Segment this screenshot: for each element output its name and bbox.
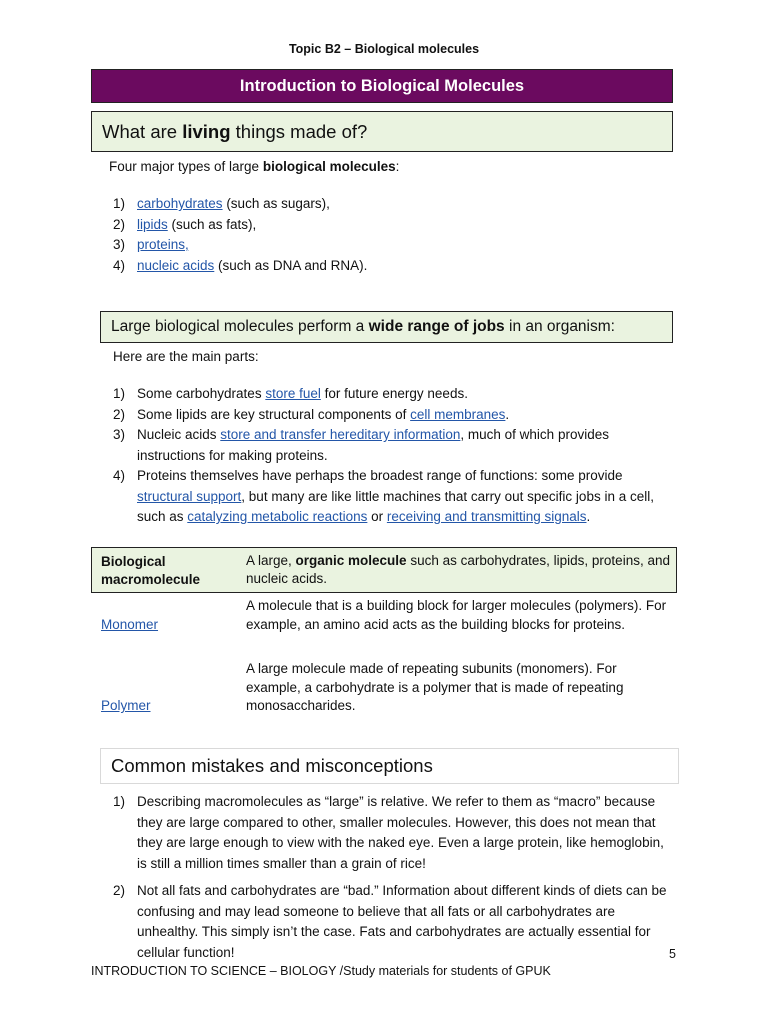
- definition-text: such as carbohydrates, lipids, proteins, and nucleic acids.: [246, 553, 670, 586]
- list-number: 1): [113, 794, 126, 809]
- page-number: 5: [669, 947, 676, 961]
- list-item: [113, 384, 673, 405]
- molecule-jobs-list: [113, 384, 673, 528]
- list-number: 2): [113, 406, 126, 422]
- cell-membranes-link[interactable]: cell membranes: [410, 406, 506, 422]
- list-item: [113, 194, 367, 215]
- mistakes-list: [113, 792, 675, 970]
- list-item: [113, 466, 673, 528]
- intro-text: Four major types of large: [109, 159, 263, 174]
- page-footer: INTRODUCTION TO SCIENCE – BIOLOGY /Study materials for students of GPUK: [91, 964, 551, 978]
- list-item: [113, 881, 675, 963]
- heading-text: things made of?: [230, 121, 368, 142]
- monomer-link[interactable]: Monomer: [101, 617, 159, 632]
- glossary-definition: [246, 552, 671, 587]
- list-item-text: (such as DNA and RNA).: [214, 257, 368, 273]
- list-item-text: for future energy needs.: [320, 386, 468, 401]
- definition-text: A large,: [246, 553, 296, 568]
- glossary-term-macromolecule: [101, 553, 236, 588]
- intro-emphasis: biological molecules: [262, 159, 396, 174]
- catalyzing-reactions-link[interactable]: catalyzing metabolic reactions: [187, 509, 368, 524]
- proteins-link[interactable]: proteins,: [137, 237, 189, 252]
- heading-emphasis: wide range of jobs: [368, 318, 505, 335]
- section1-intro: [109, 159, 399, 174]
- list-item-text: or: [367, 509, 387, 524]
- list-number: 4): [113, 257, 126, 273]
- heading-text: in an organism:: [504, 318, 615, 335]
- list-item-text: .: [505, 406, 510, 422]
- list-item-text: Nucleic acids: [137, 427, 221, 442]
- list-item-text: Some carbohydrates: [137, 386, 266, 401]
- polymer-link[interactable]: Polymer: [101, 698, 151, 713]
- list-number: 4): [113, 468, 126, 483]
- list-item-text: .: [586, 509, 591, 524]
- section2-intro: Here are the main parts:: [113, 349, 259, 364]
- glossary-definition: A molecule that is a building block for larger molecules (polymers). For example, an amino acid acts as the building blocks for proteins.: [246, 598, 667, 632]
- transmitting-signals-link[interactable]: receiving and transmitting signals: [386, 509, 587, 524]
- list-item-text: Not all fats and carbohydrates are “bad.” Information about different kinds of diets can be confusing and may lead someone to believe that all fats or all carbohydrates are unhealthy. This simply isn’t the case. Fats and carbohydrates are actually essential for cellular function!: [137, 883, 667, 960]
- list-item-text: Describing macromolecules as “large” is relative. We refer to them as “macro” because they are large compared to other, smaller molecules. However, this does not mean that they are large enough to view with the naked eye. Even a large protein, like hemoglobin, is still a million times smaller than a grain of rice!: [137, 794, 664, 871]
- heading-emphasis: living: [182, 121, 231, 142]
- heading-text: Large biological molecules perform a: [111, 318, 369, 335]
- section-heading-jobs: [100, 311, 673, 343]
- list-item: [113, 792, 675, 874]
- definition-emphasis: organic molecule: [295, 553, 407, 568]
- section-heading-mistakes: Common mistakes and misconceptions: [100, 748, 679, 784]
- structural-support-link[interactable]: structural support: [137, 488, 242, 504]
- intro-text: :: [395, 159, 400, 174]
- page-topic: Topic B2 – Biological molecules: [288, 42, 480, 56]
- glossary-definition: A large molecule made of repeating subunits (monomers). For example, a carbohydrate is a polymer that is made of repeating monosaccharides.: [246, 661, 624, 713]
- list-item-text: , much of which provides instructions for making proteins.: [137, 427, 609, 463]
- list-item: [113, 235, 367, 256]
- list-item: [113, 405, 673, 426]
- list-item-text: Proteins themselves have perhaps the broadest range of functions: some provide: [137, 468, 623, 483]
- term-text: Biological macromolecule: [101, 554, 201, 587]
- list-item-text: (such as sugars),: [222, 196, 330, 211]
- molecule-types-list: [113, 194, 367, 276]
- list-item-text: (such as fats),: [167, 216, 257, 232]
- list-number: 1): [113, 196, 126, 211]
- list-number: 2): [113, 883, 126, 898]
- list-number: 3): [113, 237, 126, 252]
- list-item: [113, 425, 673, 466]
- list-number: 2): [113, 216, 126, 232]
- hereditary-information-link[interactable]: store and transfer hereditary information: [220, 427, 461, 442]
- list-item-text: , but many are like little machines that carry out specific jobs in a cell, such as: [137, 488, 654, 524]
- store-fuel-link[interactable]: store fuel: [265, 386, 321, 401]
- list-item: [113, 256, 367, 277]
- list-item-text: Some lipids are key structural components of: [137, 406, 411, 422]
- list-item: [113, 215, 367, 236]
- list-number: 1): [113, 386, 126, 401]
- section-heading-living-things: [91, 111, 673, 152]
- carbohydrates-link[interactable]: carbohydrates: [137, 196, 223, 211]
- nucleic-acids-link[interactable]: nucleic acids: [137, 257, 215, 273]
- heading-text: What are: [102, 121, 183, 142]
- page-title-banner: Introduction to Biological Molecules: [91, 69, 673, 103]
- list-number: 3): [113, 427, 126, 442]
- lipids-link[interactable]: lipids: [137, 216, 168, 232]
